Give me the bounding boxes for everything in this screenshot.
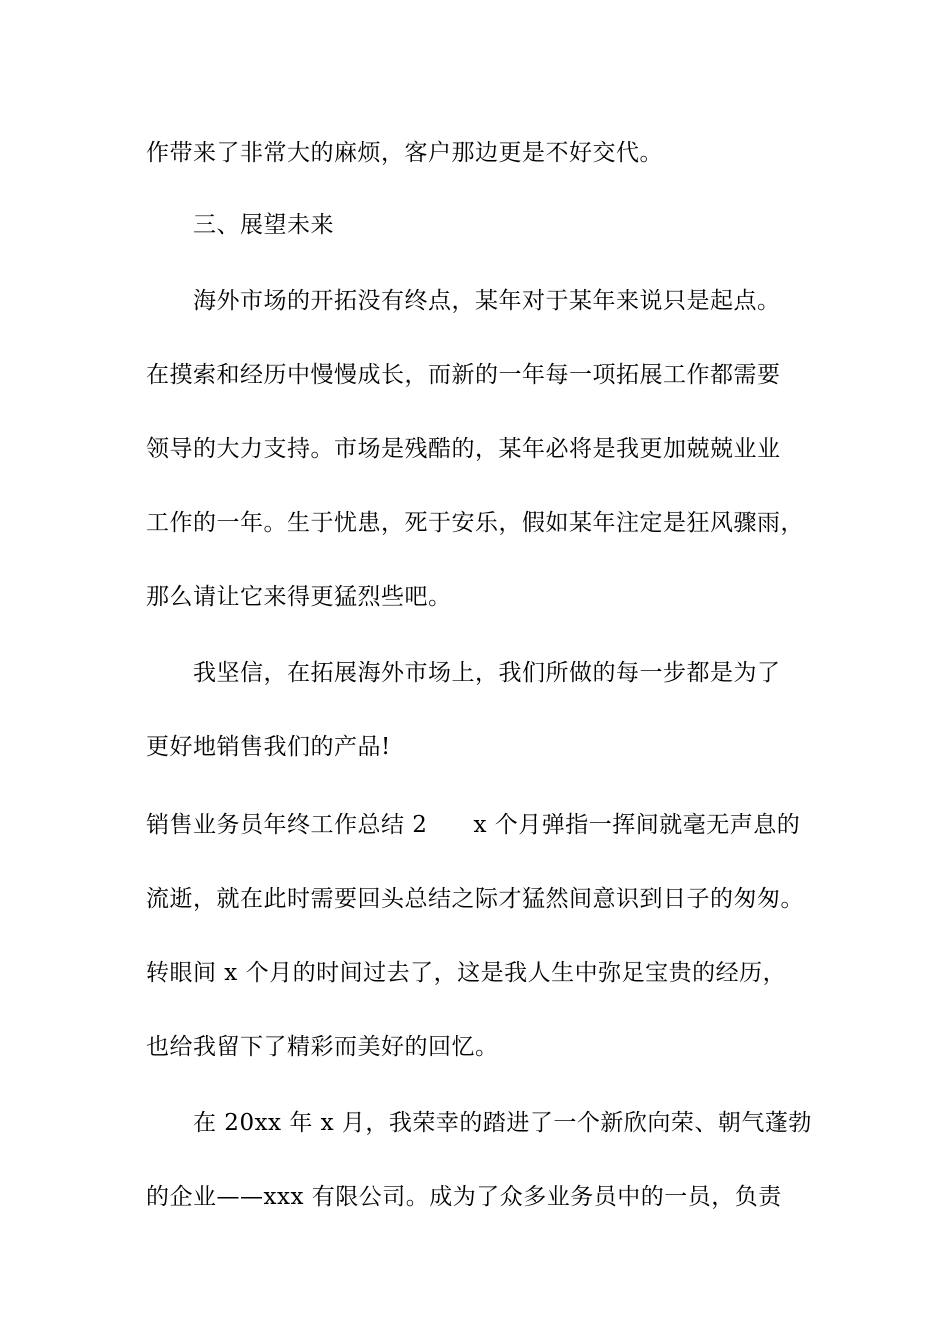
paragraph-line: 流逝，就在此时需要回头总结之际才猛然间意识到日子的匆匆。 xyxy=(146,886,804,912)
section-heading: 三、展望未来 xyxy=(193,212,334,238)
paragraph-line: 在 20xx 年 x 月，我荣幸的踏进了一个新欣向荣、朝气蓬勃 xyxy=(193,1110,812,1136)
paragraph-line: 作带来了非常大的麻烦，客户那边更是不好交代。 xyxy=(146,140,663,166)
paragraph-line: 我坚信，在拓展海外市场上，我们所做的每一步都是为了 xyxy=(193,660,781,686)
paragraph-line: 的企业——xxx 有限公司。成为了众多业务员中的一员，负责 xyxy=(146,1184,782,1210)
paragraph-line: 在摸索和经历中慢慢成长，而新的一年每一项拓展工作都需要 xyxy=(146,362,781,388)
document-title: 销售业务员年终工作总结 2 xyxy=(146,812,428,838)
paragraph-line: 也给我留下了精彩而美好的回忆。 xyxy=(146,1034,499,1060)
paragraph-line: 工作的一年。生于忧患，死于安乐，假如某年注定是狂风骤雨， xyxy=(146,510,804,536)
paragraph-line: 那么请让它来得更猛烈些吧。 xyxy=(146,584,452,610)
paragraph-start: x 个月弹指一挥间就毫无声息的 xyxy=(473,812,801,838)
title-line xyxy=(146,810,800,840)
paragraph-line: 海外市场的开拓没有终点，某年对于某年来说只是起点。 xyxy=(193,288,781,314)
paragraph-line: 更好地销售我们的产品! xyxy=(146,734,391,760)
paragraph-line: 领导的大力支持。市场是残酷的，某年必将是我更加兢兢业业 xyxy=(146,436,781,462)
paragraph-line: 转眼间 x 个月的时间过去了，这是我人生中弥足宝贵的经历， xyxy=(146,960,787,986)
